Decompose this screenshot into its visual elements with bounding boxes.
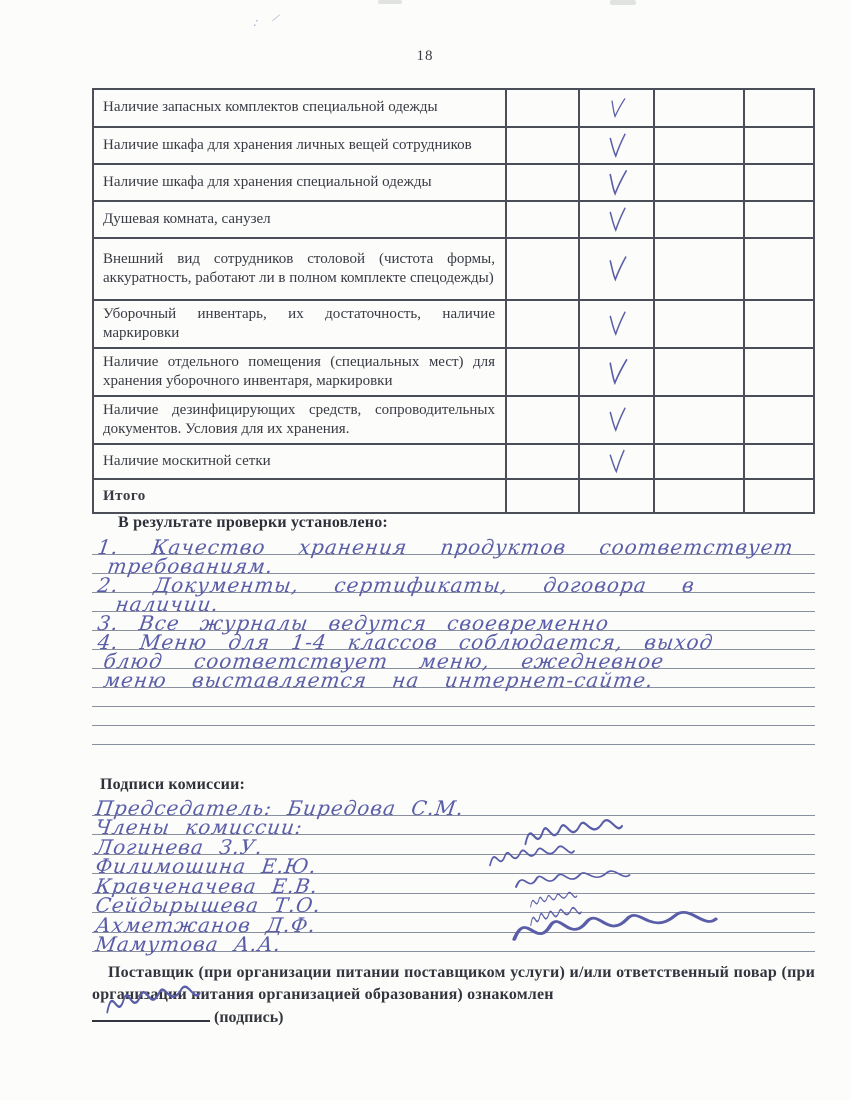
empty-cell xyxy=(506,348,579,396)
check-cell xyxy=(579,164,654,201)
empty-cell xyxy=(654,238,744,300)
row-label: Внешний вид сотрудников столовой (чистота формы, аккуратность, работают ли в полном комплекте спецодежды) xyxy=(93,238,506,300)
empty-cell xyxy=(506,300,579,348)
row-label: Наличие москитной сетки xyxy=(93,444,506,479)
empty-ruled-line xyxy=(92,726,815,745)
commission-member-name: Председатель: Биредова С.М. xyxy=(94,795,466,820)
row-label: Наличие дезинфицирующих средств, сопроводительных документов. Условия для их хранения. xyxy=(93,396,506,444)
checkmark-icon xyxy=(606,448,626,476)
empty-cell xyxy=(506,201,579,238)
checkmark-icon xyxy=(607,406,627,434)
footer-acknowledgement-text: Поставщик (при организации питании поставщиком услуги) и/или ответственный повар (при организации питания организацией образования) ознакомлен xyxy=(92,964,815,1003)
row-label: Наличие шкафа для хранения специальной одежды xyxy=(93,164,506,201)
empty-ruled-line xyxy=(92,707,815,726)
table-row xyxy=(93,396,814,444)
empty-ruled-line xyxy=(92,688,815,707)
inspection-table-body xyxy=(93,89,814,513)
ink-speck: / xyxy=(271,9,281,26)
empty-cell xyxy=(654,201,744,238)
empty-cell xyxy=(654,348,744,396)
results-section xyxy=(92,514,815,745)
results-heading: В результате проверки установлено: xyxy=(118,514,388,531)
checkmark-icon xyxy=(607,132,627,160)
results-lines xyxy=(92,536,815,745)
empty-cell xyxy=(506,444,579,479)
handwritten-line xyxy=(92,649,815,673)
check-cell xyxy=(579,300,654,348)
checkmark-icon xyxy=(605,254,627,284)
commission-entry xyxy=(92,834,815,859)
check-cell xyxy=(579,238,654,300)
check-cell xyxy=(579,348,654,396)
empty-cell xyxy=(506,89,579,127)
commission-member-name: Ахметжанов Д.Ф. xyxy=(94,912,318,937)
empty-cell xyxy=(506,164,579,201)
table-row xyxy=(93,201,814,238)
row-label: Наличие запасных комплектов специальной одежды xyxy=(93,89,506,127)
empty-cell xyxy=(744,89,814,127)
row-label: Наличие отдельного помещения (специальных мест) для хранения уборочного инвентаря, маркировки xyxy=(93,348,506,396)
empty-cell xyxy=(506,479,579,513)
footer-signature-line xyxy=(92,1009,815,1027)
row-label: Душевая комната, санузел xyxy=(93,201,506,238)
signature-caption: (подпись) xyxy=(214,1009,284,1026)
scan-smudge xyxy=(378,0,402,4)
table-row xyxy=(93,300,814,348)
empty-cell xyxy=(506,127,579,164)
commission-member-name: Логинева З.У. xyxy=(94,834,265,859)
scan-smudge xyxy=(610,0,636,5)
empty-cell xyxy=(654,89,744,127)
handwritten-text: меню выставляется на интернет-сайте. xyxy=(102,668,656,692)
table-row xyxy=(93,127,814,164)
table-row xyxy=(93,164,814,201)
handwritten-line xyxy=(92,592,815,616)
signature-scribble xyxy=(507,902,723,953)
handwritten-line xyxy=(92,535,815,559)
empty-cell xyxy=(744,479,814,513)
empty-cell xyxy=(654,396,744,444)
table-row xyxy=(93,348,814,396)
handwritten-line xyxy=(92,611,815,635)
commission-entry xyxy=(92,932,815,956)
check-cell xyxy=(579,89,654,127)
checkmark-icon xyxy=(607,206,627,234)
inspection-checklist-table xyxy=(92,88,815,514)
commission-member-name: Сейдырышева Т.О. xyxy=(94,893,323,917)
empty-cell xyxy=(744,127,814,164)
row-label: Итого xyxy=(93,479,506,513)
commission-member-name: Мамутова А.А. xyxy=(94,932,283,956)
handwritten-text: 3. Все журналы ведутся своевременно xyxy=(96,611,611,635)
check-cell xyxy=(579,479,654,513)
handwritten-line xyxy=(92,573,815,597)
handwritten-text: наличии. xyxy=(114,592,221,616)
ink-speck: : xyxy=(252,13,261,30)
commission-section xyxy=(92,776,815,956)
empty-cell xyxy=(506,238,579,300)
check-cell xyxy=(579,396,654,444)
commission-member-name: Кравченачева Е.В. xyxy=(94,873,320,898)
empty-cell xyxy=(744,444,814,479)
handwritten-text: 4. Меню для 1-4 классов соблюдается, выход xyxy=(96,630,716,654)
empty-cell xyxy=(744,164,814,201)
empty-cell xyxy=(654,164,744,201)
handwritten-text: требованиям. xyxy=(106,554,276,578)
page-number: 18 xyxy=(416,48,434,64)
handwritten-line xyxy=(92,554,815,578)
checkmark-icon xyxy=(607,310,627,338)
commission-entry xyxy=(92,815,815,839)
footer-section xyxy=(92,962,815,1027)
empty-cell xyxy=(744,300,814,348)
commission-entry xyxy=(92,873,815,898)
handwritten-line xyxy=(92,668,815,692)
row-label: Уборочный инвентарь, их достаточность, наличие маркировки xyxy=(93,300,506,348)
commission-entry xyxy=(92,795,815,820)
commission-entries xyxy=(92,795,815,956)
empty-cell xyxy=(744,238,814,300)
table-row xyxy=(93,238,814,300)
check-cell xyxy=(579,127,654,164)
row-label: Наличие шкафа для хранения личных вещей сотрудников xyxy=(93,127,506,164)
empty-cell xyxy=(506,396,579,444)
check-cell xyxy=(579,444,654,479)
table-row xyxy=(93,89,814,127)
checkmark-icon xyxy=(605,167,628,198)
empty-cell xyxy=(744,348,814,396)
empty-cell xyxy=(654,300,744,348)
commission-member-name: Члены комиссии: xyxy=(94,815,305,839)
commission-entry xyxy=(92,854,815,878)
handwritten-text: блюд соответствует меню, ежедневное xyxy=(102,649,666,673)
table-row xyxy=(93,444,814,479)
checkmark-icon xyxy=(604,356,628,388)
handwritten-line xyxy=(92,630,815,654)
empty-cell xyxy=(654,444,744,479)
commission-heading: Подписи комиссии: xyxy=(100,776,246,793)
empty-cell xyxy=(654,127,744,164)
empty-cell xyxy=(654,479,744,513)
empty-cell xyxy=(744,201,814,238)
commission-member-name: Филимошина Е.Ю. xyxy=(94,854,319,878)
empty-cell xyxy=(744,396,814,444)
check-cell xyxy=(579,201,654,238)
handwritten-text: 1. Качество хранения продуктов соответствует xyxy=(96,535,796,559)
table-row xyxy=(93,479,814,513)
handwritten-text: 2. Документы, сертификаты, договора в xyxy=(96,573,697,597)
signature-scribble xyxy=(104,977,203,1025)
checkmark-icon xyxy=(607,95,626,120)
